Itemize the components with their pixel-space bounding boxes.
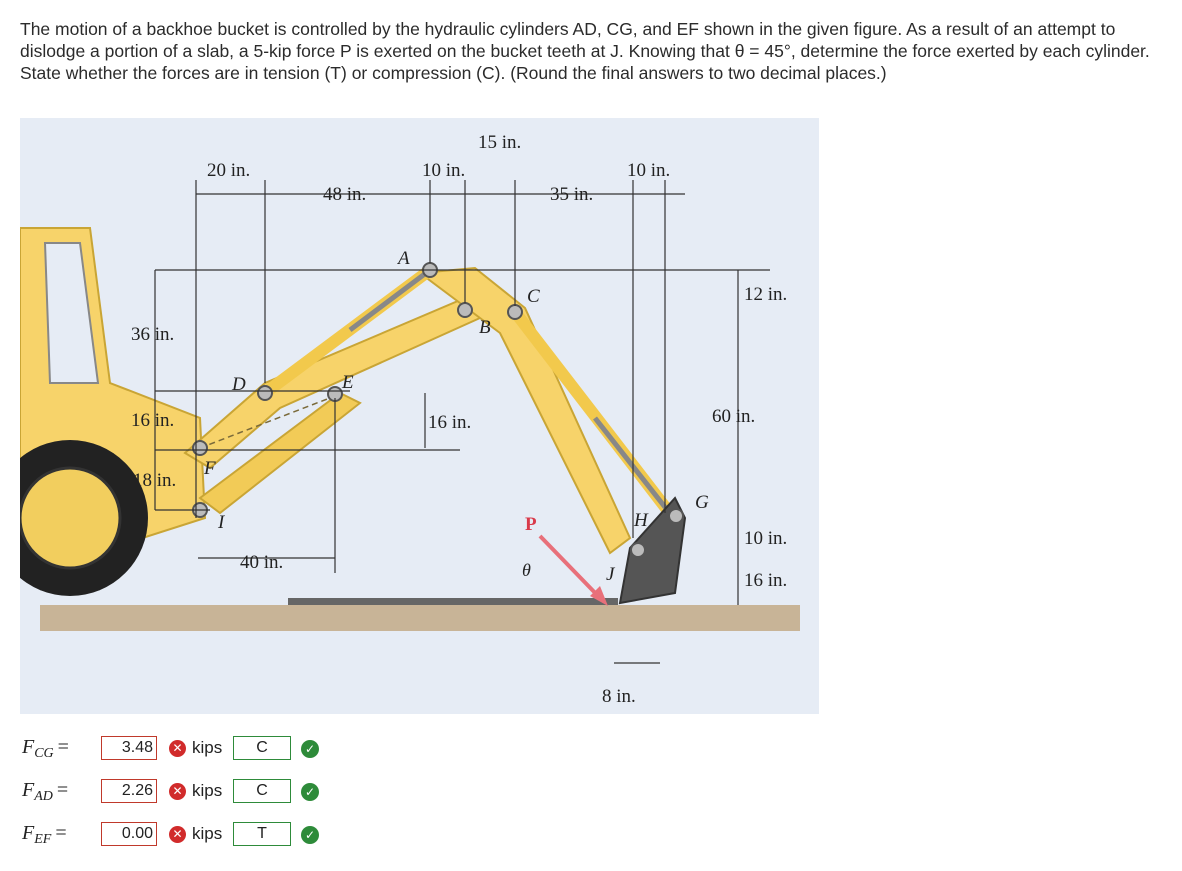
dim-10a: 10 in.: [422, 160, 466, 181]
point-B: B: [479, 317, 491, 338]
dim-10b: 10 in.: [627, 160, 671, 181]
point-A: A: [398, 248, 410, 269]
dim-16c: 16 in.: [744, 570, 788, 591]
incorrect-icon: ✕: [169, 826, 186, 843]
incorrect-icon: ✕: [169, 740, 186, 757]
dim-20: 20 in.: [207, 160, 251, 181]
fcg-value-input[interactable]: 3.48: [101, 736, 157, 760]
dim-16b: 16 in.: [428, 412, 472, 433]
fef-tc-select[interactable]: T: [233, 822, 291, 846]
correct-icon: ✓: [301, 740, 319, 758]
answer-label-fef: $F_{EF}$ =: [22, 822, 67, 847]
ground: [40, 605, 800, 631]
correct-icon: ✓: [301, 826, 319, 844]
fcg-tc-select[interactable]: C: [233, 736, 291, 760]
point-I: I: [218, 512, 225, 533]
answer-label-fcg: $F_{CG}$ =: [22, 736, 69, 761]
dim-40: 40 in.: [240, 552, 284, 573]
dim-36: 36 in.: [131, 324, 175, 345]
correct-icon: ✓: [301, 783, 319, 801]
dim-48: 48 in.: [323, 184, 367, 205]
force-label: P: [525, 514, 537, 535]
point-D: D: [232, 374, 246, 395]
unit-label: kips: [192, 781, 223, 800]
point-F: F: [204, 458, 216, 479]
point-H: H: [634, 510, 648, 531]
incorrect-icon: ✕: [169, 783, 186, 800]
dim-8: 8 in.: [602, 686, 636, 707]
question-text: The motion of a backhoe bucket is controlled by the hydraulic cylinders AD, CG, and EF shown in the given figure. As a result of an attempt to dislodge a portion of a slab, a 5-kip force P is exerted on the bucket teeth at J. Knowing that θ = 45°, determine the force exerted by each cylinder. State whether the forces are in tension (T) or compression (C). (Round the final answers to two decimal places.): [20, 19, 1150, 83]
answer-label-fad: $F_{AD}$ =: [22, 779, 69, 804]
unit-label: kips: [192, 738, 223, 757]
dim-60: 60 in.: [712, 406, 756, 427]
fef-value-input[interactable]: 0.00: [101, 822, 157, 846]
point-J: J: [606, 564, 615, 585]
point-C: C: [527, 286, 540, 307]
dim-12: 12 in.: [744, 284, 788, 305]
angle-label: θ: [522, 560, 531, 580]
dim-35: 35 in.: [550, 184, 594, 205]
answer-section: [0, 728, 600, 848]
backhoe-figure: [20, 118, 819, 714]
slab: [288, 598, 618, 605]
dim-10c: 10 in.: [744, 528, 788, 549]
tractor-hub: [20, 468, 120, 568]
unit-label: kips: [192, 824, 223, 843]
dim-18: 18 in.: [133, 470, 177, 491]
fad-tc-select[interactable]: C: [233, 779, 291, 803]
fad-value-input[interactable]: 2.26: [101, 779, 157, 803]
point-G: G: [695, 492, 709, 513]
point-E: E: [342, 372, 354, 393]
dim-16a: 16 in.: [131, 410, 175, 431]
dim-15: 15 in.: [478, 132, 522, 153]
